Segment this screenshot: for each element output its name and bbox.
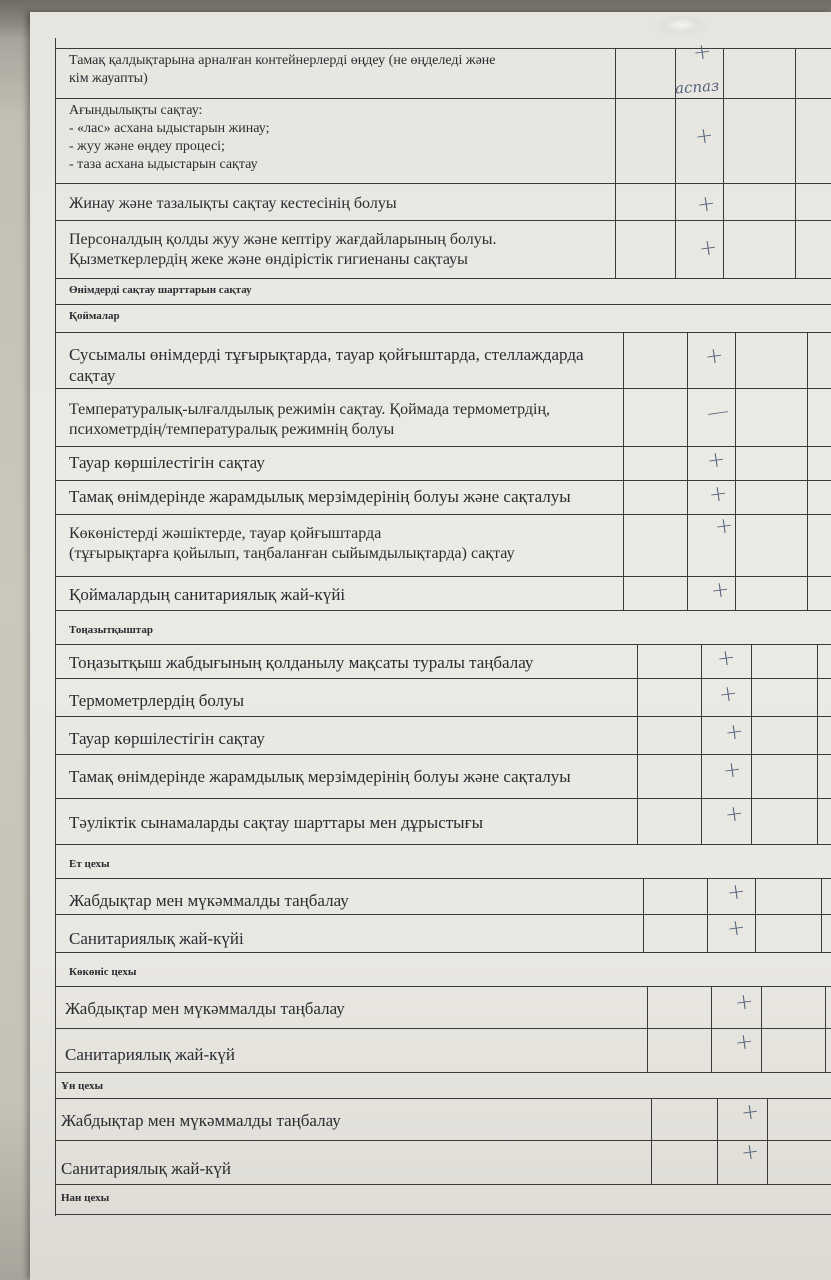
row-line [55,1184,831,1185]
row-text-19 [61,1110,641,1131]
col-line [643,878,644,952]
section-heading: Ұн цехы [61,1080,104,1092]
row-line [55,844,831,845]
row-line-text: Тоңазытқыш жабдығының қолданылу мақсаты туралы таңбалау [69,653,534,672]
row-line [55,98,831,99]
row-text-6 [69,452,617,473]
row-line [55,798,831,799]
row-line-text: Тамақ өнімдерінде жарамдылық мерзімдерінің болуы және сақталуы [69,767,571,786]
section-heading: Көкөніс цехы [69,966,137,978]
row-line-text: Көкөністерді жәшіктерде, тауар қойғыштарда [69,525,382,542]
section-heading: Ет цехы [69,858,110,870]
row-line-text: - жуу және өңдеу процесі; [69,139,225,154]
row-line-text: Тауар көршілестігін сақтау [69,453,265,472]
col-line [637,644,638,844]
row-text-1 [69,102,609,174]
row-line [55,183,831,184]
check-mark: + [739,1098,762,1127]
col-line [755,878,756,952]
row-text-4 [69,344,617,386]
col-line [651,1098,652,1184]
row-line-text: - таза асхана ыдыстарын сақтау [69,157,258,172]
check-mark: + [703,342,726,371]
row-line-text: Санитариялық жай-күйі [69,929,244,948]
row-line [55,48,831,49]
check-mark: + [723,718,746,747]
row-line-text: Жабдықтар мен мүкәммалды таңбалау [61,1111,341,1130]
row-line-text: Қоймалардың санитариялық жай-күйі [69,585,346,604]
row-line-text: Санитариялық жай-күй [65,1045,235,1064]
row-line-text: Тамақ өнімдерінде жарамдылық мерзімдерінің болуы және сақталуы [69,487,571,506]
row-line-text: Температуралық-ылғалдылық режимін сақтау. Қоймада термометрдің, [69,401,551,418]
col-line [701,644,702,844]
row-text-10 [69,652,629,673]
row-text-12 [69,728,629,749]
check-mark: + [733,988,756,1017]
check-mark: + [723,800,746,829]
row-text-5 [69,400,617,440]
row-line [55,304,831,305]
check-mark: + [725,914,748,943]
check-mark: + [715,644,738,673]
row-text-3 [69,230,609,270]
row-text-2 [69,194,609,214]
row-line [55,1028,831,1029]
checklist-table [55,38,831,1216]
row-line [55,1072,831,1073]
check-mark: + [717,680,740,709]
col-line [615,48,616,278]
col-line [707,878,708,952]
col-line [717,1098,718,1184]
col-line [767,1098,768,1184]
row-line-text: Тамақ қалдықтарына арналған контейнерлерді өңдеу (не өңделеді және [69,53,496,68]
section-heading: Нан цехы [61,1192,110,1204]
row-text-11 [69,690,629,711]
row-line [55,914,831,915]
row-text-18 [65,1044,637,1065]
check-mark: + [705,446,728,475]
row-text-13 [69,766,629,787]
row-line [55,278,831,279]
check-mark: + [725,878,748,907]
paper-stain [652,12,712,38]
table-left-border [55,38,56,1216]
row-text-8 [69,524,617,564]
check-mark: + [707,480,730,509]
row-line [55,1140,831,1141]
col-line [687,332,688,610]
col-line [807,332,808,610]
row-line [55,986,831,987]
row-line-text: кім жауапты) [69,71,148,86]
section-heading: Өнімдерді сақтау шарттарын сақтау [69,284,252,296]
row-line-text: психометрдің/температуралық режимнің болуы [69,421,395,438]
row-line [55,878,831,879]
col-line [711,986,712,1072]
row-line-text: Тәуліктік сынамаларды сақтау шарттары мен дұрыстығы [69,813,483,832]
row-line-text: Жабдықтар мен мүкәммалды таңбалау [69,891,349,910]
col-line [821,878,822,952]
col-line [735,332,736,610]
row-line-text: Санитариялық жай-күй [61,1159,231,1178]
check-mark: + [691,38,714,67]
col-line [817,644,818,844]
row-line-text: Персоналдың қолды жуу және кептіру жағдайларының болуы. [69,231,497,248]
row-line-text: Ағындылықты сақтау: [69,103,203,118]
check-mark: + [695,190,718,219]
col-line [647,986,648,1072]
row-line [55,388,831,389]
row-line-text: (тұғырықтарға қойылып, таңбаланған сыйымдылықтарда) сақтау [69,545,515,562]
row-line [55,754,831,755]
col-line [795,48,796,278]
check-mark: + [697,234,720,263]
row-line [55,480,831,481]
row-line-text: Термометрлердің болуы [69,691,245,710]
row-line [55,610,831,611]
row-text-16 [69,928,635,949]
handwritten-note: аспаз [674,76,720,98]
row-line-text: сақтау [69,366,116,385]
row-line-text: Жинау және тазалықты сақтау кестесінің болуы [69,195,397,212]
col-line [761,986,762,1072]
row-line [55,678,831,679]
check-mark: + [739,1138,762,1167]
row-text-17 [65,998,637,1019]
dash-mark: — [705,398,731,427]
check-mark: + [713,512,736,541]
row-text-0 [69,52,609,88]
row-line [55,1098,831,1099]
row-line [55,952,831,953]
row-line [55,644,831,645]
col-line [751,644,752,844]
col-line [825,986,826,1072]
check-mark: + [709,576,732,605]
check-mark: + [693,122,716,151]
section-heading: Тоңазытқыштар [69,624,153,636]
row-line-text: Қызметкерлердің жеке және өндірістік гигиенаны сақтауы [69,251,468,268]
row-text-20 [61,1158,641,1179]
section-heading: Қоймалар [69,310,120,322]
row-line [55,332,831,333]
row-line-text: - «лас» асхана ыдыстарын жинау; [69,121,270,136]
check-mark: + [733,1028,756,1057]
row-text-14 [69,812,629,833]
check-mark: + [721,756,744,785]
col-line [723,48,724,278]
row-line [55,576,831,577]
row-line [55,220,831,221]
row-line-text: Жабдықтар мен мүкәммалды таңбалау [65,999,345,1018]
row-text-15 [69,890,635,911]
row-line-text: Тауар көршілестігін сақтау [69,729,265,748]
row-line [55,716,831,717]
row-text-7 [69,486,617,507]
row-text-9 [69,584,617,605]
row-line-text: Сусымалы өнімдерді тұғырықтарда, тауар қойғыштарда, стеллаждарда [69,345,584,364]
row-line [55,446,831,447]
col-line [623,332,624,610]
row-line [55,1214,831,1215]
